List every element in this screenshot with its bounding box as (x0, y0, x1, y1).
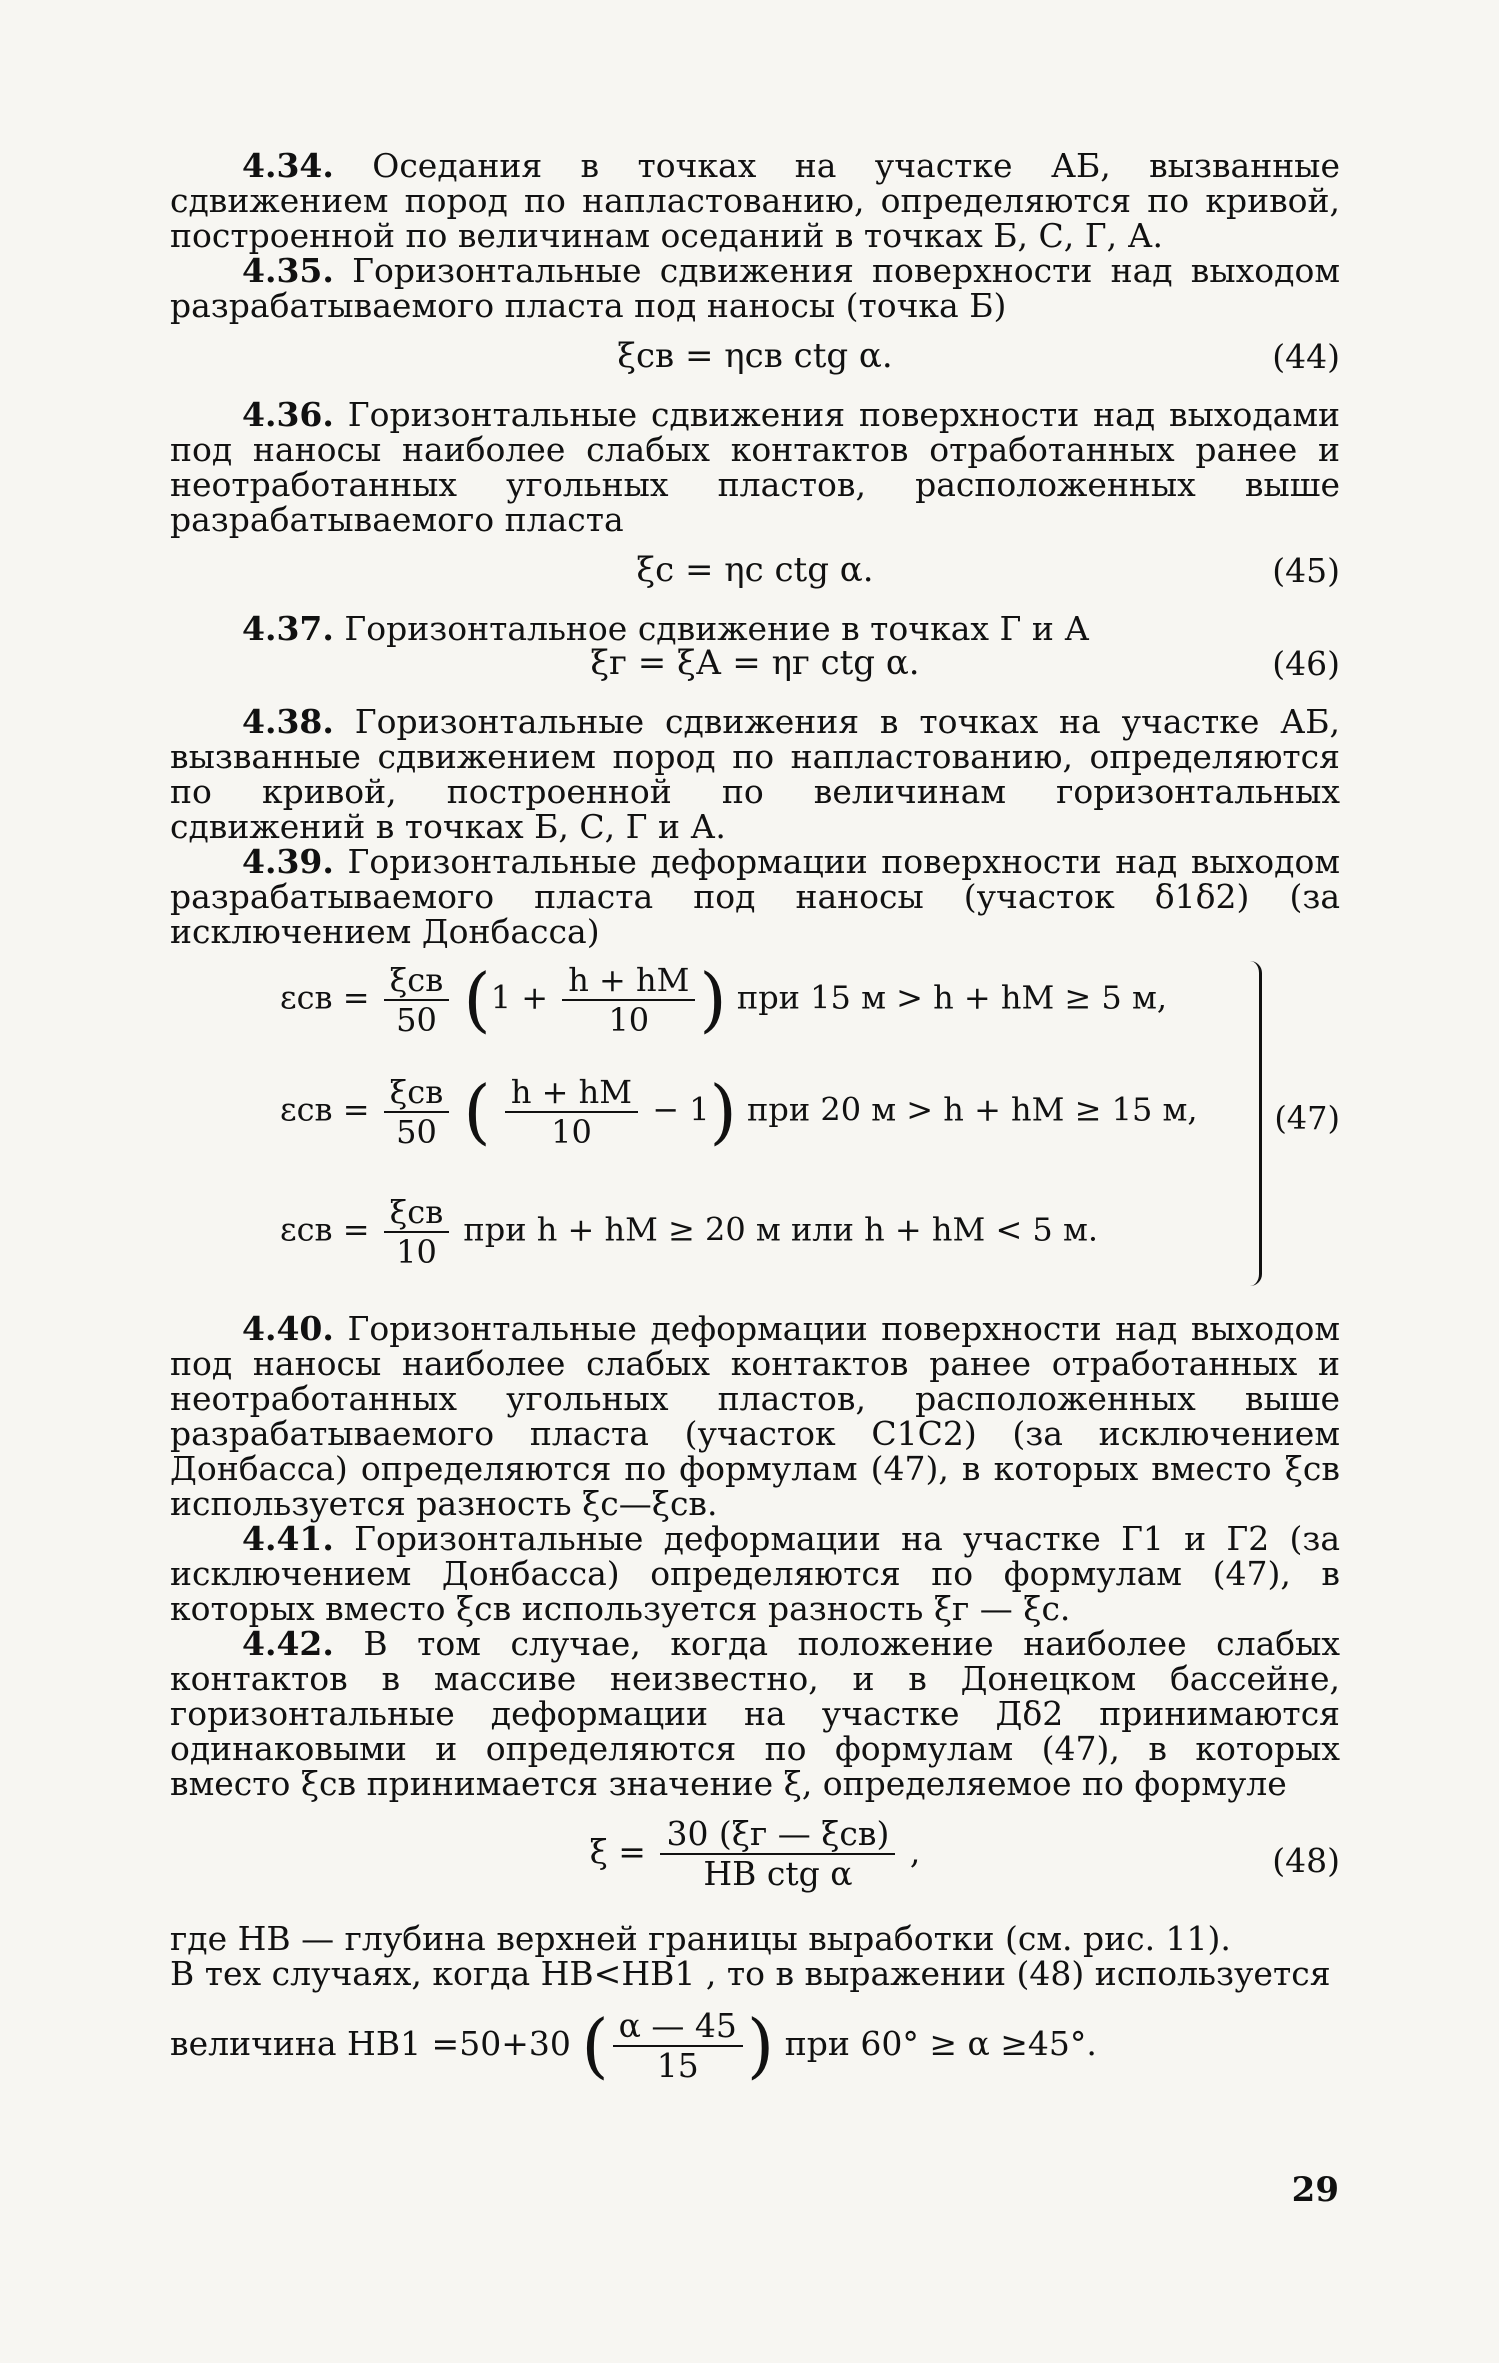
page-number: 29 (1291, 2170, 1339, 2210)
para-4-37: 4.37. Горизонтальное сдвижение в точках Г и А (242, 609, 1090, 648)
equation-47-row-2: εсв = $\frac{\text{ξсв}}{50}$ ( $\frac{h + hM}{10}$ − 1) при 20 м > h + hM ≥ 15 м, (280, 1070, 1198, 1153)
equation-48: ξ = $\frac{\text{30 (ξг — ξсв)}}{\text{HB ctg α}}$ , (48) (589, 1814, 1340, 1893)
equation-44: ξсв = ηсв ctg α. (44) (617, 336, 1340, 376)
equation-47-system (170, 958, 1340, 1291)
value-line: величина HB1 =50+30 ( $\frac{\alpha — 45}{15}$ ) при 60° ≥ α ≥45°. (170, 2004, 1097, 2087)
equation-45: ξс = ηс ctg α. (45) (636, 550, 1340, 590)
para-4-34: 4.34. Оседания в точках на участке АБ, вызванные сдвижением пород по напластованию, определяются по кривой, построенной по величинам оседаний в точках Б, С, Г, А. (170, 146, 1340, 255)
para-4-35: 4.35. Горизонтальные сдвижения поверхности над выходом разрабатываемого пласта под наносы (точка Б) (170, 251, 1340, 325)
para-4-39: 4.39. Горизонтальные деформации поверхности над выходом разрабатываемого пласта под наносы (участок δ1δ2) (за исключением Донбасса) (170, 842, 1340, 951)
equation-46: ξг = ξА = ηг ctg α. (46) (590, 643, 1340, 683)
where-line-2: В тех случаях, когда HB<HB1 , то в выражении (48) используется (170, 1954, 1331, 1993)
para-4-38: 4.38. Горизонтальные сдвижения в точках на участке АБ, вызванные сдвижением пород по напластованию, определяются по кривой, построенной по величинам горизонтальных сдвижений в точках Б, С, Г и А. (170, 702, 1340, 846)
para-4-42: 4.42. В том случае, когда положение наиболее слабых контактов в массиве неизвестно, и в Донецком бассейне, горизонтальные деформации на участке Дδ2 принимаются одинаковыми и определяются по формулам (47), в которых вместо ξсв принимается значение ξ, определяемое по формуле (170, 1624, 1340, 1803)
equation-47-row-3: εсв = $\frac{\text{ξсв}}{10}$ при h + hM ≥ 20 м или h + hM < 5 м. (280, 1193, 1099, 1271)
para-4-36: 4.36. Горизонтальные сдвижения поверхности над выходами под наносы наиболее слабых контактов отработанных ранее и неотработанных угольных пластов, расположенных выше разрабатываемого пласта (170, 395, 1340, 539)
page-body (170, 148, 1340, 2085)
equation-47-row-1: εсв = $\frac{\text{ξсв}}{50}$ (1 + $\frac{h + hM}{10}$ ) при 15 м > h + hM ≥ 5 м, (280, 958, 1167, 1041)
right-brace (1245, 961, 1262, 1286)
where-line-1: где HB — глубина верхней границы выработки (см. рис. 11). (170, 1919, 1231, 1958)
equation-47-number: (47) (1274, 1099, 1340, 1137)
para-4-41: 4.41. Горизонтальные деформации на участке Г1 и Г2 (за исключением Донбасса) определяются по формулам (47), в которых вместо ξсв используется разность ξг — ξс. (170, 1519, 1340, 1628)
para-4-40: 4.40. Горизонтальные деформации поверхности над выходом под наносы наиболее слабых контактов ранее отработанных и неотработанных угольных пластов, расположенных выше разрабатываемого пласта (участок C1C2) (за исключением Донбасса) определяются по формулам (47), в которых вместо ξсв используется разность ξс—ξсв. (170, 1309, 1340, 1523)
